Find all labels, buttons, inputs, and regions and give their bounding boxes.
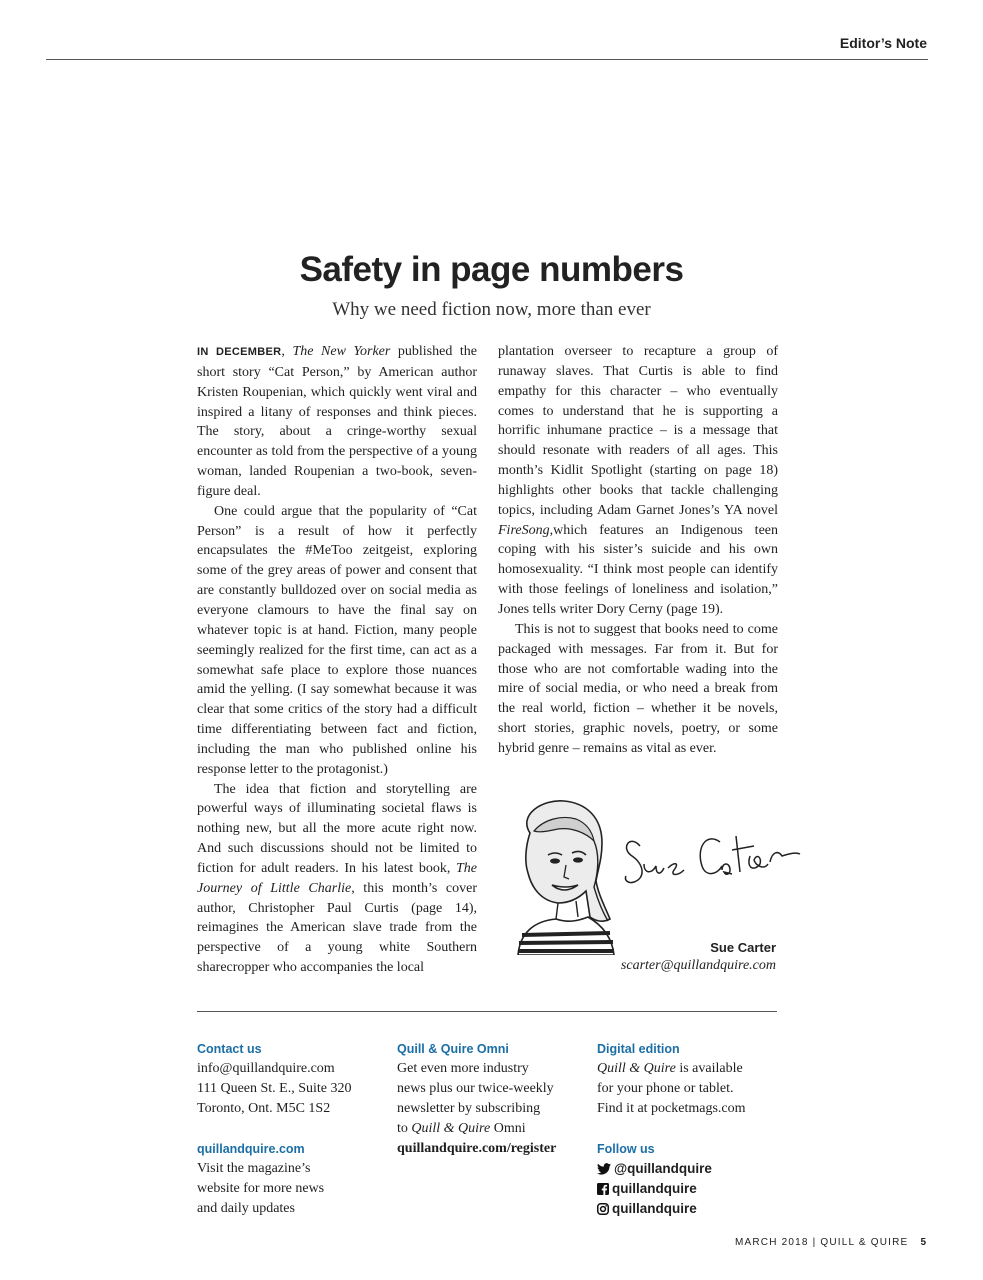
- footer-omni-column: [397, 1039, 587, 1159]
- paragraph-3-start: [197, 780, 477, 978]
- instagram-handle: quillandquire: [612, 1201, 697, 1216]
- omni-text-line-4: [397, 1119, 587, 1139]
- contact-email[interactable]: info@quillandquire.com: [197, 1061, 335, 1076]
- contact-address-line-2: Toronto, Ont. M5C 1S2: [197, 1101, 331, 1116]
- digital-text-line-2: for your phone or tablet.: [597, 1081, 734, 1096]
- text-run: The idea that fiction and storytelling are powerful ways of illuminating societal flaws is nothing new, but all the more acute right now. And such discussions should not be limited to fiction for adult readers. In his latest book,: [197, 781, 477, 876]
- lead-in: IN DECEMBER: [197, 346, 282, 358]
- footer-contact-column: [197, 1039, 387, 1219]
- article-column-1: [197, 342, 477, 978]
- paragraph-3-continued: [498, 342, 778, 620]
- author-email[interactable]: scarter@quillandquire.com: [620, 958, 776, 973]
- twitter-handle: @quillandquire: [614, 1161, 712, 1176]
- instagram-icon: [597, 1203, 609, 1215]
- text-run: Omni: [490, 1121, 526, 1136]
- author-name: Sue Carter: [710, 940, 776, 955]
- section-label: Editor’s Note: [839, 35, 927, 51]
- omni-heading: Quill & Quire Omni: [397, 1042, 509, 1056]
- follow-heading: Follow us: [597, 1142, 655, 1156]
- text-run: ,: [549, 522, 554, 538]
- facebook-handle: quillandquire: [612, 1181, 697, 1196]
- website-text-line-3: and daily updates: [197, 1201, 295, 1216]
- text-run: ,: [281, 344, 293, 359]
- text-run: to: [397, 1121, 412, 1136]
- magazine-title: Quill & Quire: [411, 1121, 491, 1136]
- text-run: plantation overseer to recapture a group of runaway slaves. That Curtis is able to find empathy for this character – who eventually comes to understand that he is supporting a horrific inhumane practice – is a message that should resonate with readers of all ages. This month’s Kidlit Spotlight (starting on page 18) highlights other books that tackle challenging topics, including Adam Garnet Jones’s YA novel: [498, 344, 778, 518]
- footer-digital-column: [597, 1039, 787, 1219]
- omni-text-line-1: Get even more industry: [397, 1061, 529, 1076]
- digital-text-line-1: [597, 1059, 787, 1079]
- digital-text-line-3: Find it at pocketmags.com: [597, 1101, 746, 1116]
- book-title: The Journey of Little Charlie: [197, 860, 477, 896]
- paragraph-1: [197, 342, 477, 502]
- header-rule: [46, 59, 928, 60]
- website-text-line-1: Visit the magazine’s: [197, 1161, 311, 1176]
- text-run: which features an Indigenous teen coping with his sister’s suicide and his own homosexuality. “I think most people can identify with those feelings of loneliness and isolation,” Jones tells writer Dory Cerny (page 19).: [498, 522, 778, 617]
- omni-text-line-2: news plus our twice-weekly: [397, 1081, 554, 1096]
- paragraph-4: This is not to suggest that books need to come packaged with messages. Far from it. But for those who are not comfortable wading into the mire of social media, or who need a break from the real world, fiction – whether it be novels, short stories, graphic novels, poetry, or some hybrid genre – remains as vital as ever.: [498, 621, 778, 756]
- contact-address-line-1: 111 Queen St. E., Suite 320: [197, 1081, 352, 1096]
- contact-heading: Contact us: [197, 1042, 262, 1056]
- text-run: is available: [675, 1061, 743, 1076]
- author-portrait-illustration: [498, 795, 620, 955]
- omni-text-line-3: newsletter by subscribing: [397, 1101, 541, 1116]
- headline: Safety in page numbers: [299, 250, 684, 289]
- dek: Why we need fiction now, more than ever: [332, 299, 651, 320]
- omni-register-link[interactable]: quillandquire.com/register: [397, 1141, 557, 1156]
- website-heading-link[interactable]: quillandquire.com: [197, 1142, 305, 1156]
- digital-heading: Digital edition: [597, 1042, 680, 1056]
- magazine-title: Quill & Quire: [597, 1061, 676, 1076]
- facebook-icon: [597, 1183, 609, 1195]
- author-signature: [622, 826, 802, 896]
- twitter-link[interactable]: [597, 1159, 787, 1179]
- text-run: published the short story “Cat Person,” by American author Kristen Roupenian, which quickly went viral and inspired a litany of responses and think pieces. The story, about a cringe-worthy sexual encounter as told from the perspective of a young woman, landed Roupenian a two-book, seven-figure deal.: [197, 344, 478, 499]
- book-title: Fire: [498, 522, 522, 538]
- paragraph-2: One could argue that the popularity of “Cat Person” is a result of how it perfectly encapsulates the #MeToo zeitgeist, exploring some of the grey areas of power and consent that are constantly bulldozed over on social media as everyone clamours to have the final say on whatever topic is at hand. Fiction, many people seemingly realized for the first time, can act as a somewhat safe place to explore those nuances amid the yelling. (I say somewhat because it was clear that some critics of the story had a difficult time differentiating between fact and fiction, including the man who published online his response letter to the protagonist.): [197, 503, 477, 777]
- publication-title: The New Yorker: [292, 344, 391, 359]
- instagram-link[interactable]: [597, 1199, 787, 1219]
- twitter-icon: [597, 1163, 611, 1175]
- article-column-2: [498, 342, 778, 759]
- text-run: , this month’s cover author, Christopher Paul Curtis (page 14), reimagines the American slave trade from the perspective of a young white Southern sharecropper who accompanies the local: [197, 880, 477, 976]
- facebook-link[interactable]: [597, 1179, 787, 1199]
- footer-rule: [197, 1011, 777, 1012]
- folio-text: MARCH 2018 | QUILL & QUIRE: [734, 1237, 909, 1248]
- page-number: 5: [920, 1237, 926, 1248]
- website-text-line-2: website for more news: [197, 1181, 325, 1196]
- book-title: Song: [521, 522, 550, 538]
- page-folio: [735, 1237, 926, 1248]
